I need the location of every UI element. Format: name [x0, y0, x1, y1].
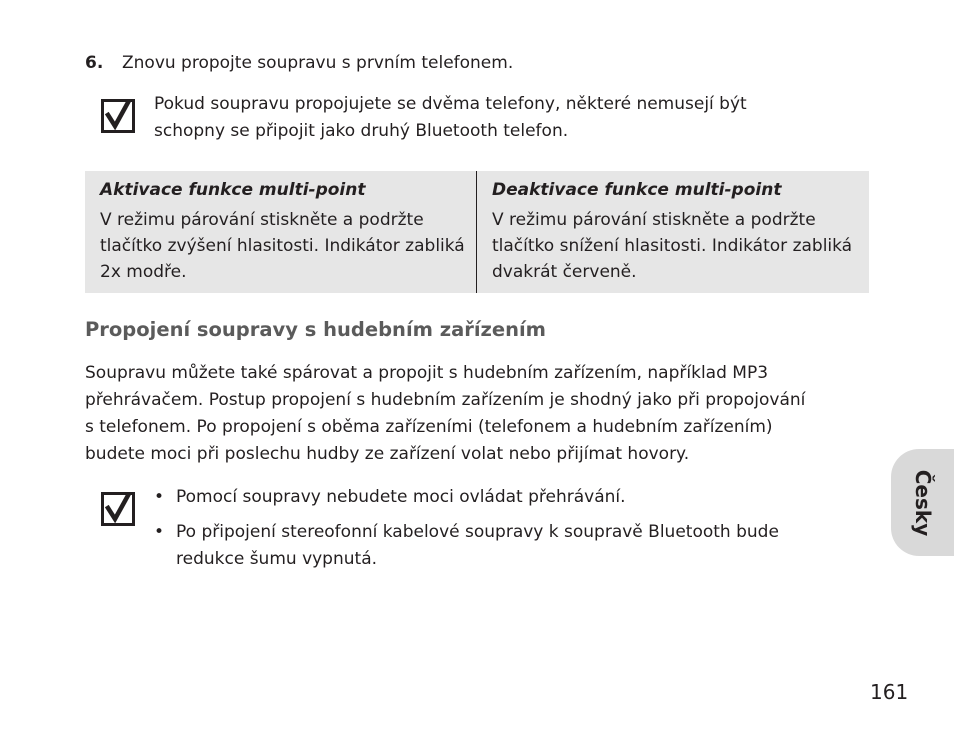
body-line: budete moci při poslechu hudby ze zařízení volat nebo přijímat hovory.: [85, 444, 690, 464]
multipoint-table: [85, 171, 869, 293]
body-line: Soupravu můžete také spárovat a propojit s hudebním zařízením, například MP3: [85, 363, 769, 383]
deactivation-line: dvakrát červeně.: [492, 262, 637, 282]
section-body: [85, 360, 875, 468]
checkbox-note-icon: [101, 492, 135, 526]
step-text: Znovu propojte soupravu s prvním telefonem.: [122, 53, 514, 73]
bullet-icon: •: [154, 487, 165, 507]
body-line: s telefonem. Po propojení s oběma zařízeními (telefonem a hudebním zařízením): [85, 417, 773, 437]
section-title: Propojení soupravy s hudebním zařízením: [85, 318, 547, 341]
deactivation-title: Deaktivace funkce multi-point: [492, 180, 782, 200]
activation-line: 2x modře.: [100, 262, 187, 282]
step-6: [85, 53, 513, 73]
list-item: [154, 519, 854, 573]
note-line: schopny se připojit jako druhý Bluetooth telefon.: [154, 121, 569, 141]
bullet-line: Pomocí soupravy nebudete moci ovládat přehrávání.: [176, 487, 626, 507]
activation-line: V režimu párování stiskněte a podržte: [100, 210, 424, 230]
bullet-line: redukce šumu vypnutá.: [176, 549, 378, 569]
list-item: [154, 484, 854, 511]
step-number: 6.: [85, 53, 104, 73]
language-label: Česky: [910, 469, 935, 536]
note-text: [154, 91, 814, 145]
note-bullet-list: [154, 484, 854, 581]
deactivation-line: tlačítko snížení hlasitosti. Indikátor zabliká: [492, 236, 853, 256]
deactivation-column: [477, 171, 869, 293]
deactivation-line: V režimu párování stiskněte a podržte: [492, 210, 816, 230]
bullet-line: Po připojení stereofonní kabelové soupravy k soupravě Bluetooth bude: [176, 522, 779, 542]
body-line: přehrávačem. Postup propojení s hudebním zařízením je shodný jako při propojování: [85, 390, 806, 410]
note-line: Pokud soupravu propojujete se dvěma telefony, některé nemusejí být: [154, 94, 747, 114]
checkbox-note-icon: [101, 99, 135, 133]
activation-title: Aktivace funkce multi-point: [100, 180, 366, 200]
activation-line: tlačítko zvýšení hlasitosti. Indikátor zabliká: [100, 236, 465, 256]
language-tab: [891, 449, 954, 556]
page-number: 161: [870, 680, 909, 704]
activation-column: [85, 171, 477, 293]
bullet-icon: •: [154, 522, 165, 542]
